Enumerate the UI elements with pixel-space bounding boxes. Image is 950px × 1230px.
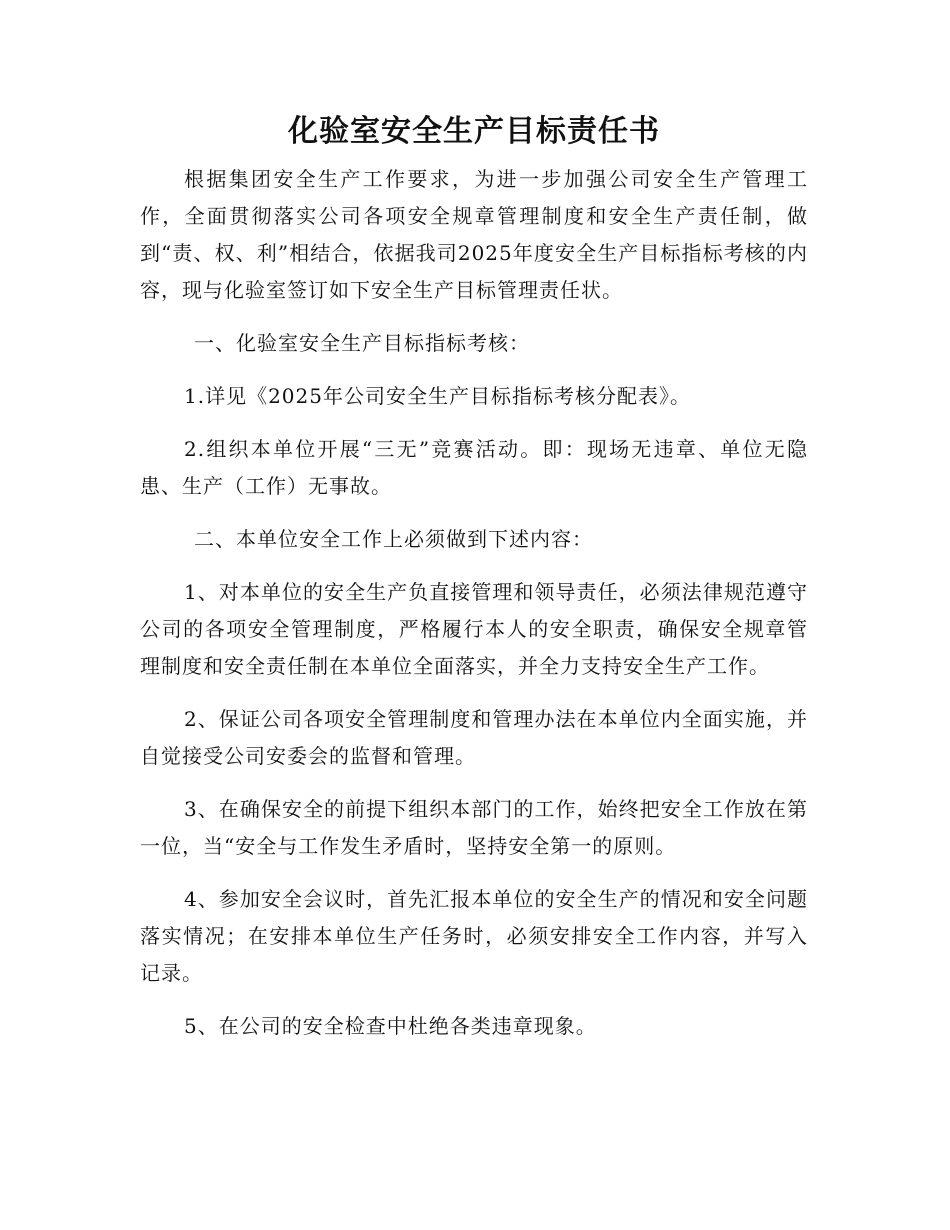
- section-2-item-1: 1、对本单位的安全生产负直接管理和领导责任，必须法律规范遵守公司的各项安全管理制度，严格履行本人的安全职责，确保安全规章管理制度和安全责任制在本单位全面落实，并全力支持安全生产工作。: [140, 580, 808, 678]
- document-title: 化验室安全生产目标责任书: [288, 114, 660, 149]
- section-2-item-2: 2、保证公司各项安全管理制度和管理办法在本单位内全面实施，并自觉接受公司安委会的监督和管理。: [140, 707, 808, 768]
- section-2-item-5: 5、在公司的安全检查中杜绝各类违章现象。: [184, 1014, 597, 1038]
- section-2-item-4: 4、参加安全会议时，首先汇报本单位的安全生产的情况和安全问题落实情况；在安排本单位生产任务时，必须安排安全工作内容，并写入记录。: [140, 887, 808, 985]
- section-2-item-3: 3、在确保安全的前提下组织本部门的工作，始终把安全工作放在第一位，当“安全与工作发生矛盾时，坚持安全第一的原则。: [140, 797, 808, 858]
- section-1-heading: 一、化验室安全生产目标指标考核：: [194, 331, 530, 355]
- section-1-item-2: 2.组织本单位开展“三无”竞赛活动。即：现场无违章、单位无隐患、生产（工作）无事故。: [140, 437, 808, 498]
- section-1-item-1: 1.详见《2025年公司安全生产目标指标考核分配表》。: [184, 384, 691, 408]
- document-body: [140, 108, 808, 1061]
- section-2-heading: 二、本单位安全工作上必须做到下述内容：: [194, 527, 593, 551]
- intro-paragraph: 根据集团安全生产工作要求，为进一步加强公司安全生产管理工作，全面贯彻落实公司各项安全规章管理制度和安全生产责任制，做到“责、权、利”相结合，依据我司2025年度安全生产目标指标考核的内容，现与化验室签订如下安全生产目标管理责任状。: [140, 167, 808, 302]
